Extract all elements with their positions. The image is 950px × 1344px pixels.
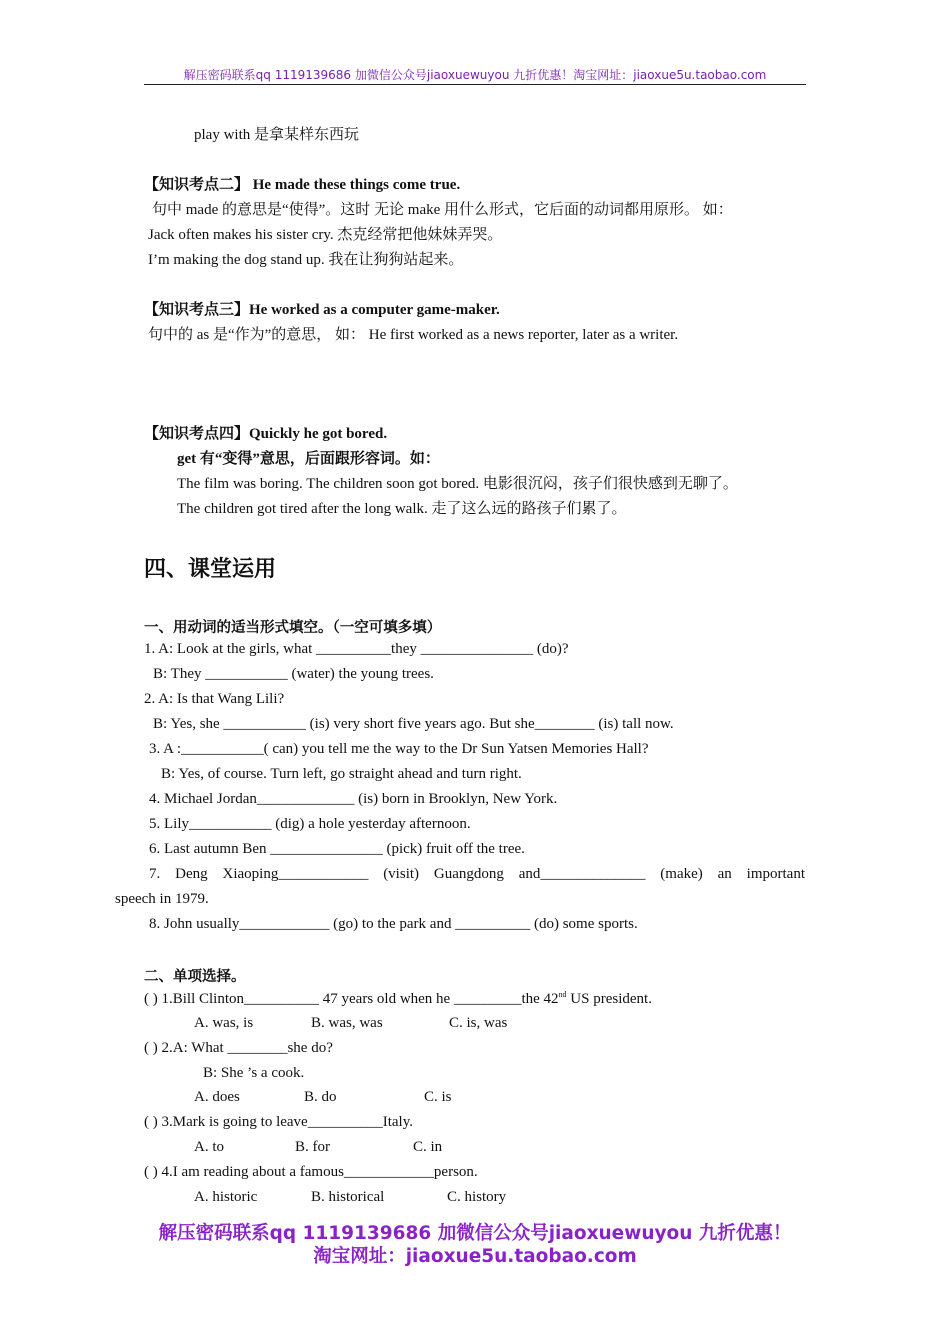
kp3-title: 【知识考点三】He worked as a computer game-maker. [144,302,500,318]
section-title: 四、课堂运用 [144,557,277,582]
kp4-line2: The film was boring. The children soon got bored. 电影很沉闷，孩子们很快感到无聊了。 [177,476,738,492]
part1-title: 一、用动词的适当形式填空。（一空可填多填） [144,620,442,636]
kp4-line1: get 有“变得”意思，后面跟形容词。如： [177,451,440,467]
footer-ad-line1: 解压密码联系qq 1119139686 加微信公众号jiaoxuewuyou 九折优惠！ [158,1223,792,1244]
option-c: C. is [424,1089,452,1105]
option-a: A. historic [194,1189,258,1205]
question-1-stem: ( ) 1.Bill Clinton__________ 47 years old when he _________the 42 [144,991,559,1007]
header-divider [144,84,806,85]
option-c: C. is, was [449,1015,508,1031]
kp2-line1: 句中 made 的意思是“使得”。这时 无论 make 用什么形式，它后面的动词都用原形。 如： [152,202,733,218]
exercise-line: 2. A: Is that Wang Lili? [144,691,285,707]
question-1 [144,990,652,1008]
kp4-line3: The children got tired after the long walk. 走了这么远的路孩子们累了。 [177,501,627,517]
exercise-line: 6. Last autumn Ben _______________ (pick) fruit off the tree. [149,841,525,857]
exercise-line: speech in 1979. [115,891,209,907]
question-1-stem-end: US president. [566,991,652,1007]
exercise-line: B: Yes, she ___________ (is) very short five years ago. But she________ (is) tall now. [153,716,674,732]
option-a: A. was, is [194,1015,254,1031]
exercise-line: 1. A: Look at the girls, what __________they _______________ (do)? [144,641,569,657]
option-b: B. was, was [311,1015,383,1031]
question-2: ( ) 2.A: What ________she do? [144,1040,333,1056]
option-c: C. history [447,1189,507,1205]
option-b: B. do [304,1089,337,1105]
option-b: B. historical [311,1189,385,1205]
exercise-line: B: They ___________ (water) the young trees. [153,666,434,682]
page-header-ad: 解压密码联系qq 1119139686 加微信公众号jiaoxuewuyou 九折优惠！淘宝网址：jiaoxue5u.taobao.com [183,68,767,82]
exercise-line: 8. John usually____________ (go) to the park and __________ (do) some sports. [149,916,638,932]
kp2-title: 【知识考点二】 He made these things come true. [144,177,461,193]
exercise-line: 7. Deng Xiaoping____________ (visit) Guangdong and______________ (make) an important [149,866,805,882]
option-a: A. does [194,1089,240,1105]
kp2-line2: Jack often makes his sister cry. 杰克经常把他妹妹弄哭。 [148,227,503,243]
exercise-line: 4. Michael Jordan_____________ (is) born in Brooklyn, New York. [149,791,558,807]
exercise-line: 5. Lily___________ (dig) a hole yesterday afternoon. [149,816,471,832]
part2-title: 二、单项选择。 [144,969,246,985]
footer-ad-line2: 淘宝网址：jiaoxue5u.taobao.com [313,1246,637,1267]
exercise-line: B: Yes, of course. Turn left, go straight ahead and turn right. [161,766,522,782]
play-with-note: play with 是拿某样东西玩 [194,127,359,143]
option-c: C. in [413,1139,443,1155]
question-4: ( ) 4.I am reading about a famous____________person. [144,1164,478,1180]
option-a: A. to [194,1139,224,1155]
kp3-line1: 句中的 as 是“作为”的意思， 如： He first worked as a news reporter, later as a writer. [148,327,679,343]
option-b: B. for [295,1139,330,1155]
question-3: ( ) 3.Mark is going to leave__________Italy. [144,1114,413,1130]
question-2-reply: B: She ’s a cook. [203,1065,305,1081]
kp2-line3: I’m making the dog stand up. 我在让狗狗站起来。 [148,252,464,268]
exercise-line: 3. A :___________( can) you tell me the way to the Dr Sun Yatsen Memories Hall? [149,741,649,757]
kp4-title: 【知识考点四】Quickly he got bored. [144,426,388,442]
ordinal-suffix: nd [558,990,567,999]
